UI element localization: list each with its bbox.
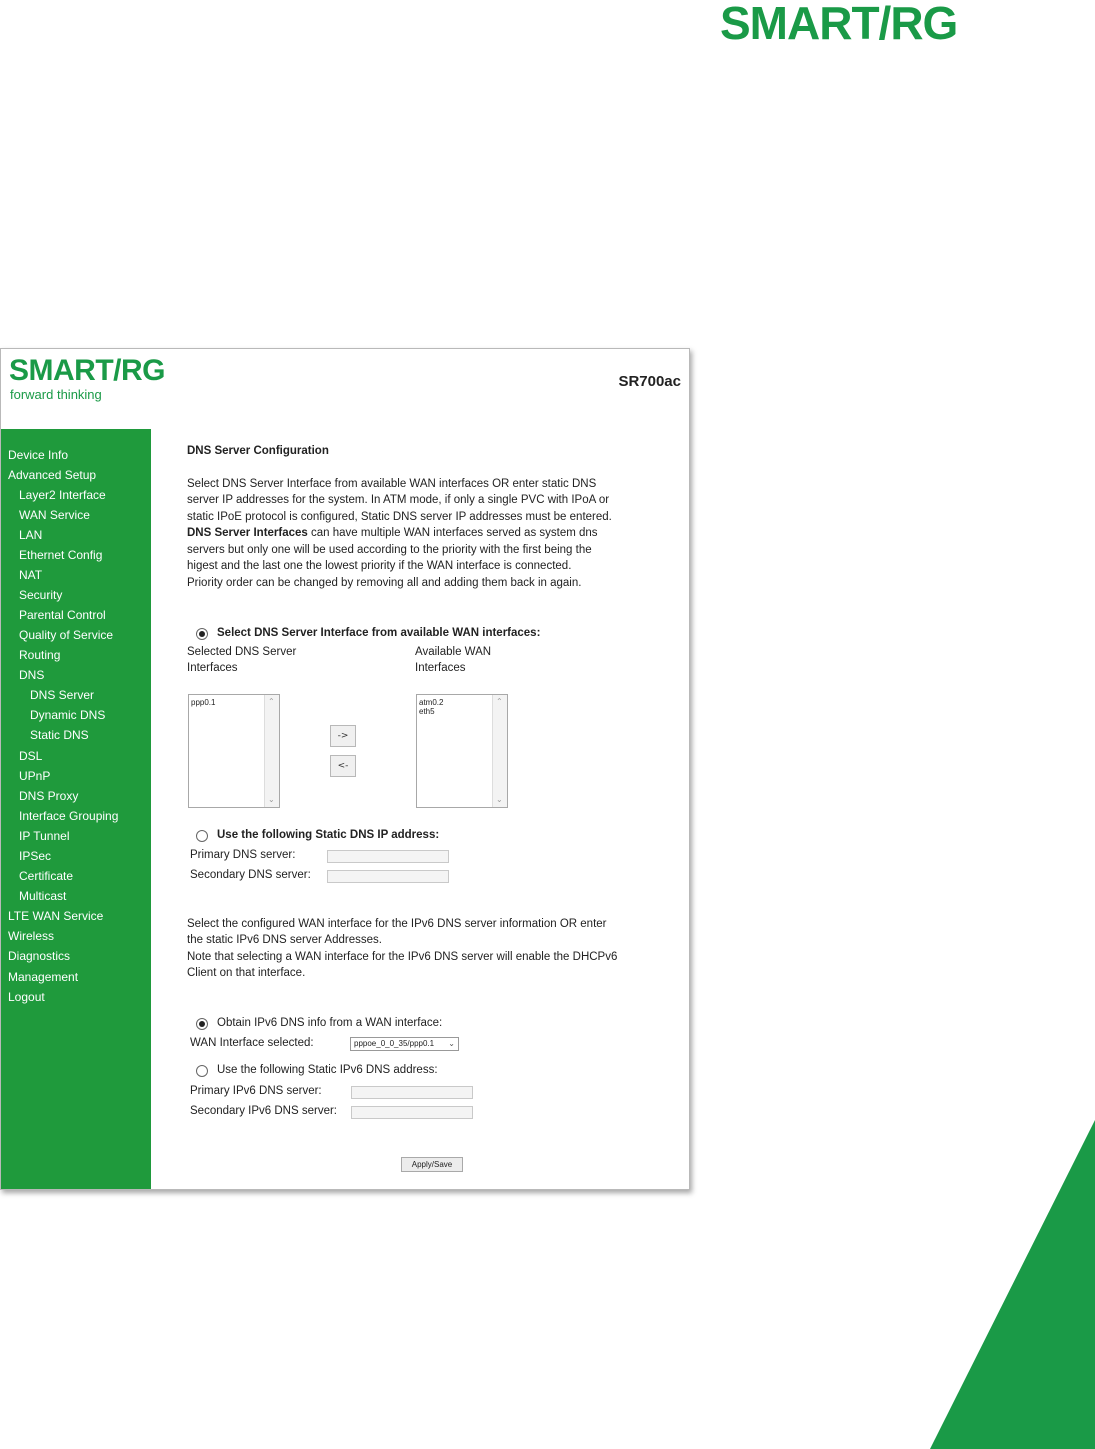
sidebar-item-parental-control[interactable]: Parental Control bbox=[19, 608, 106, 622]
list-item[interactable]: atm0.2 bbox=[419, 698, 444, 707]
sidebar-item-lte-wan-service[interactable]: LTE WAN Service bbox=[8, 909, 104, 923]
sidebar-item-ethernet-config[interactable]: Ethernet Config bbox=[19, 548, 103, 562]
main-content bbox=[151, 429, 689, 1189]
sidebar-item-upnp[interactable]: UPnP bbox=[19, 769, 51, 783]
sidebar-item-advanced-setup[interactable]: Advanced Setup bbox=[8, 468, 97, 482]
ipv6-description-line: Note that selecting a WAN interface for the IPv6 DNS server will enable the DHCPv6 bbox=[187, 951, 618, 963]
scroll-up-icon[interactable]: ⌃ bbox=[496, 697, 503, 706]
ipv6-description-line: the static IPv6 DNS server Addresses. bbox=[187, 934, 382, 946]
sidebar-item-dns-proxy[interactable]: DNS Proxy bbox=[19, 789, 79, 803]
description-line bbox=[187, 525, 598, 542]
move-left-button[interactable]: <- bbox=[330, 755, 356, 777]
primary-ipv6-label: Primary IPv6 DNS server: bbox=[190, 1085, 322, 1097]
available-interfaces-label: Available WAN bbox=[415, 646, 492, 658]
description-line: higest and the last one the lowest priority if the WAN interface is connected. bbox=[187, 560, 572, 572]
primary-dns-field[interactable] bbox=[327, 850, 449, 863]
ipv6-description-line: Client on that interface. bbox=[187, 967, 306, 979]
selected-interfaces-label: Interfaces bbox=[187, 662, 238, 674]
scroll-up-icon[interactable]: ⌃ bbox=[268, 697, 275, 706]
wan-interface-option-label: Select DNS Server Interface from available WAN interfaces: bbox=[217, 627, 541, 639]
corner-decoration bbox=[930, 1120, 1095, 1449]
brand-logo: SMART/RG bbox=[9, 354, 165, 387]
sidebar-item-ipsec[interactable]: IPSec bbox=[19, 849, 52, 863]
sidebar-item-nat[interactable]: NAT bbox=[19, 568, 43, 582]
sidebar-item-ip-tunnel[interactable]: IP Tunnel bbox=[19, 829, 70, 843]
sidebar-item-interface-grouping[interactable]: Interface Grouping bbox=[19, 809, 119, 823]
primary-ipv6-field[interactable] bbox=[351, 1086, 473, 1099]
secondary-dns-label: Secondary DNS server: bbox=[190, 869, 311, 881]
description-line: server IP addresses for the system. In ATM mode, if only a single PVC with IPoA or bbox=[187, 494, 610, 506]
sidebar-item-dynamic-dns[interactable]: Dynamic DNS bbox=[30, 708, 106, 722]
move-right-button[interactable]: -> bbox=[330, 725, 356, 747]
wan-interface-radio[interactable] bbox=[196, 628, 208, 640]
sidebar-item-dsl[interactable]: DSL bbox=[19, 749, 43, 763]
wan-interface-label: WAN Interface selected: bbox=[190, 1037, 314, 1049]
router-admin-screenshot bbox=[0, 348, 690, 1190]
ipv6-wan-option-label: Obtain IPv6 DNS info from a WAN interface: bbox=[217, 1017, 443, 1029]
sidebar-item-logout[interactable]: Logout bbox=[8, 990, 45, 1004]
sidebar-item-management[interactable]: Management bbox=[8, 970, 79, 984]
scroll-down-icon[interactable]: ⌄ bbox=[496, 795, 503, 804]
scroll-down-icon[interactable]: ⌄ bbox=[268, 795, 275, 804]
wan-interface-value: pppoe_0_0_35/ppp0.1 bbox=[354, 1039, 435, 1048]
selected-interfaces-label: Selected DNS Server bbox=[187, 646, 297, 658]
sidebar-item-wan-service[interactable]: WAN Service bbox=[19, 508, 90, 522]
secondary-ipv6-label: Secondary IPv6 DNS server: bbox=[190, 1105, 338, 1117]
model-name: SR700ac bbox=[618, 373, 681, 390]
page-logo: SMART/RG bbox=[720, 0, 958, 49]
sidebar-item-lan[interactable]: LAN bbox=[19, 528, 43, 542]
available-interfaces-label: Interfaces bbox=[415, 662, 466, 674]
description-line: static IPoE protocol is configured, Static DNS server IP addresses must be entered. bbox=[187, 511, 612, 523]
sidebar-item-routing[interactable]: Routing bbox=[19, 648, 61, 662]
chevron-down-icon: ⌄ bbox=[448, 1039, 455, 1048]
sidebar-item-certificate[interactable]: Certificate bbox=[19, 869, 74, 883]
ipv6-static-radio[interactable] bbox=[196, 1065, 208, 1077]
sidebar-item-dns[interactable]: DNS bbox=[19, 668, 45, 682]
sidebar bbox=[1, 429, 151, 1189]
description-line-rest: can have multiple WAN interfaces served as system dns bbox=[307, 527, 598, 539]
scrollbar[interactable] bbox=[264, 695, 279, 807]
ipv6-wan-radio[interactable] bbox=[196, 1018, 208, 1030]
admin-header bbox=[1, 349, 689, 429]
list-item[interactable]: eth5 bbox=[419, 707, 435, 716]
page-title: DNS Server Configuration bbox=[187, 445, 329, 457]
list-item[interactable]: ppp0.1 bbox=[191, 698, 216, 707]
available-interfaces-list[interactable] bbox=[416, 694, 508, 808]
wan-interface-select[interactable] bbox=[350, 1037, 459, 1051]
sidebar-item-diagnostics[interactable]: Diagnostics bbox=[8, 949, 71, 963]
secondary-dns-field[interactable] bbox=[327, 870, 449, 883]
apply-save-button[interactable]: Apply/Save bbox=[401, 1157, 463, 1172]
sidebar-item-static-dns[interactable]: Static DNS bbox=[30, 728, 89, 742]
ipv6-description-line: Select the configured WAN interface for the IPv6 DNS server information OR enter bbox=[187, 918, 607, 930]
ipv6-static-option-label: Use the following Static IPv6 DNS address: bbox=[217, 1064, 438, 1076]
description-line: Select DNS Server Interface from available WAN interfaces OR enter static DNS bbox=[187, 478, 597, 490]
description-bold-term: DNS Server Interfaces bbox=[187, 527, 308, 539]
sidebar-item-security[interactable]: Security bbox=[19, 588, 63, 602]
static-dns-radio[interactable] bbox=[196, 830, 208, 842]
static-dns-option-label: Use the following Static DNS IP address: bbox=[217, 829, 440, 841]
brand-tagline: forward thinking bbox=[10, 387, 102, 402]
sidebar-item-dns-server[interactable]: DNS Server bbox=[30, 688, 95, 702]
scrollbar[interactable] bbox=[492, 695, 507, 807]
sidebar-item-wireless[interactable]: Wireless bbox=[8, 929, 55, 943]
secondary-ipv6-field[interactable] bbox=[351, 1106, 473, 1119]
sidebar-item-multicast[interactable]: Multicast bbox=[19, 889, 67, 903]
primary-dns-label: Primary DNS server: bbox=[190, 849, 296, 861]
sidebar-item-layer2-interface[interactable]: Layer2 Interface bbox=[19, 488, 106, 502]
sidebar-item-device-info[interactable]: Device Info bbox=[8, 448, 69, 462]
sidebar-item-quality-of-service[interactable]: Quality of Service bbox=[19, 628, 114, 642]
description-line: Priority order can be changed by removing all and adding them back in again. bbox=[187, 577, 582, 589]
selected-interfaces-list[interactable] bbox=[188, 694, 280, 808]
description-line: servers but only one will be used according to the priority with the first being the bbox=[187, 544, 592, 556]
